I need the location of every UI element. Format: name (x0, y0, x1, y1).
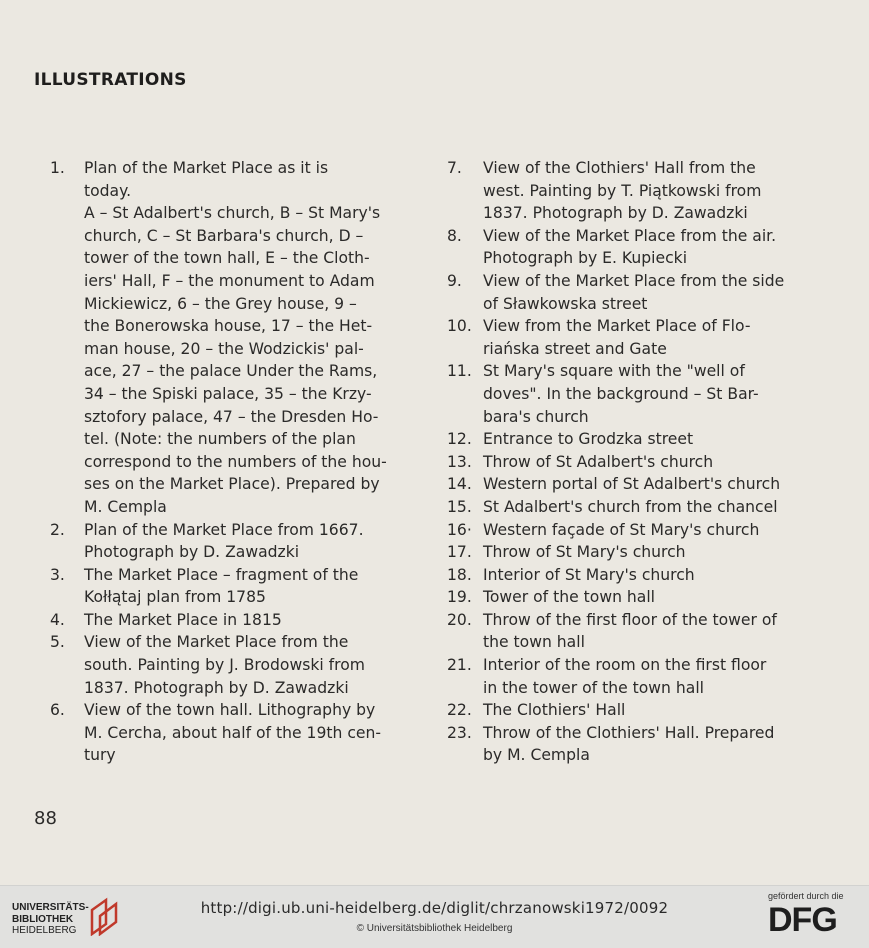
item-number: 1. (50, 159, 65, 177)
item-number: 11. (447, 362, 472, 381)
item-number: 2. (50, 520, 65, 539)
item-text: Throw of the first floor of the tower of the town hall (483, 610, 777, 652)
item-text: Interior of the room on the first floor in the tower of the town hall (483, 656, 767, 697)
item-number: 9. (447, 271, 462, 290)
dfg-caption: gefördert durch die (768, 891, 844, 901)
item-number: 3. (50, 565, 65, 584)
copyright-notice: © Universitätsbibliothek Heidelberg (356, 923, 513, 934)
item-text: View from the Market Place of Flo- riańska street and Gate (483, 317, 751, 358)
list-item (50, 631, 402, 699)
item-number: 21. (447, 656, 472, 675)
list-item (447, 654, 809, 699)
item-text: Entrance to Grodzka street (483, 430, 694, 449)
item-text: View of the town hall. Lithography by M. Cercha, about half of the 19th cen- tury (84, 701, 382, 765)
item-text: View of the Market Place from the air. Photograph by E. Kupiecki (483, 226, 777, 268)
item-text: View of the Market Place from the side of Sławkowska street (483, 271, 785, 313)
library-line-2: BIBLIOTHEK (12, 913, 74, 925)
list-item (447, 473, 809, 496)
list-item (447, 315, 809, 360)
library-line-3: HEIDELBERG (12, 925, 77, 936)
item-number: 20. (447, 610, 472, 629)
list-item (447, 451, 809, 474)
item-number: 19. (447, 588, 472, 607)
item-text: Throw of the Clothiers' Hall. Prepared by M. Cempla (483, 723, 775, 765)
item-text: Plan of the Market Place as it is today. A – St Adalbert's church, B – St Mary's church, C – St Barbara's church, D – tower of the town hall, E – the Cloth- iers' Hall, F – the monument to Adam Mickiewicz, 6 – the Grey house, 9 – the Bonerowska house, 17 – the Het- man house, 20 – the Wodzickis' pal- ace, 27 – the palace Under the Rams, 34 – the Spiski palace, 35 – the Krzy- sztofory palace, 47 – the Dresden Ho- tel. (Note: the numbers of the plan correspond to the numbers of the hou- ses on the Market Place). Prepared by M. Cempla (84, 159, 387, 516)
item-text: The Clothiers' Hall (483, 701, 626, 720)
item-text: Throw of St Adalbert's church (483, 452, 714, 471)
list-item (447, 496, 809, 519)
list-item (447, 360, 809, 428)
list-item (447, 564, 809, 587)
item-number: 10. (447, 317, 472, 336)
item-text: The Market Place in 1815 (84, 610, 282, 629)
item-number: 14. (447, 475, 472, 494)
list-item (50, 609, 402, 632)
item-text: Tower of the town hall (483, 588, 656, 607)
list-item (447, 609, 809, 654)
item-number: 6. (50, 701, 65, 720)
list-item (447, 428, 809, 451)
item-text: The Market Place – fragment of the Kołłątaj plan from 1785 (84, 565, 359, 607)
item-number: 16· (447, 520, 472, 539)
item-number: 18. (447, 565, 472, 584)
list-item (447, 586, 809, 609)
item-text: Throw of St Mary's church (483, 543, 686, 562)
right-column (447, 157, 809, 767)
left-column (50, 157, 402, 767)
item-text: Western façade of St Mary's church (483, 520, 760, 539)
item-number: 7. (447, 159, 462, 177)
item-number: 12. (447, 430, 472, 449)
item-text: St Mary's square with the "well of doves". In the background – St Bar- bara's church (483, 362, 759, 426)
list-item (50, 157, 402, 519)
list-item (50, 519, 402, 564)
dfg-logo: DFG (768, 901, 837, 939)
source-url-link[interactable]: http://digi.ub.uni-heidelberg.de/diglit/chrzanowski1972/0092 (200, 899, 669, 917)
item-number: 23. (447, 723, 472, 742)
item-text: Interior of St Mary's church (483, 565, 695, 584)
item-number: 5. (50, 633, 65, 652)
item-number: 4. (50, 610, 65, 629)
page-number: 88 (34, 808, 57, 829)
item-number: 22. (447, 701, 472, 720)
item-text: View of the Market Place from the south. Painting by J. Brodowski from 1837. Photograph by D. Zawadzki (84, 633, 365, 697)
list-item (447, 270, 809, 315)
item-number: 15. (447, 497, 472, 516)
item-number: 13. (447, 452, 472, 471)
list-item (50, 699, 402, 767)
item-text: View of the Clothiers' Hall from the west. Painting by T. Piątkowski from 1837. Photograph by D. Zawadzki (483, 159, 762, 223)
list-item (447, 722, 809, 767)
list-item (447, 541, 809, 564)
list-item (447, 519, 809, 542)
item-number: 17. (447, 543, 472, 562)
item-number: 8. (447, 226, 462, 245)
list-item (447, 699, 809, 722)
section-heading: ILLUSTRATIONS (34, 70, 187, 90)
item-text: Plan of the Market Place from 1667. Photograph by D. Zawadzki (84, 520, 364, 562)
digitization-footer (0, 885, 869, 948)
list-item (50, 564, 402, 609)
list-item (447, 157, 809, 225)
item-text: St Adalbert's church from the chancel (483, 497, 778, 516)
library-line-1: UNIVERSITÄTS- (12, 902, 89, 913)
item-text: Western portal of St Adalbert's church (483, 475, 781, 494)
list-item (447, 225, 809, 270)
